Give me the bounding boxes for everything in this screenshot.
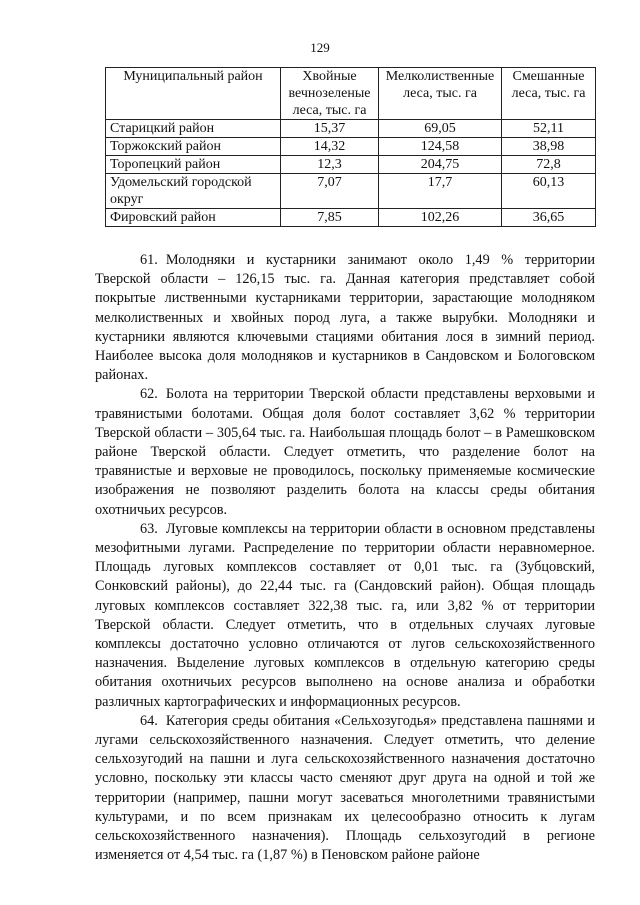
table-row — [106, 209, 596, 227]
cell-small-leaved: 124,58 — [379, 138, 502, 156]
cell-small-leaved: 204,75 — [379, 156, 502, 174]
cell-coniferous: 14,32 — [281, 138, 379, 156]
cell-coniferous: 15,37 — [281, 120, 379, 138]
cell-coniferous: 7,07 — [281, 174, 379, 209]
paragraph-text: Болота на территории Тверской области представлены верховыми и травянистыми болотами. Общая доля болот составляет 3,62 % территории Тверской области – 305,64 тыс. га. Наибольшая площадь болот – в Рамешковском районе Тверской области. Следует отметить, что разделение болот на травянистые и верховые не проводилось, поскольку применяемые космические изображения не позволяют разделить болота на классы среды обитания охотничьих ресурсов. — [95, 386, 595, 518]
paragraph-64 — [95, 712, 595, 866]
body-text — [95, 251, 595, 866]
cell-coniferous: 12,3 — [281, 156, 379, 174]
paragraph-number: 63. — [140, 520, 158, 537]
paragraph-62 — [95, 385, 595, 519]
table-header-row — [106, 68, 596, 120]
cell-mixed: 72,8 — [502, 156, 596, 174]
cell-district: Фировский район — [106, 209, 281, 227]
cell-district: Старицкий район — [106, 120, 281, 138]
table-row — [106, 138, 596, 156]
table-row — [106, 120, 596, 138]
paragraph-61 — [95, 251, 595, 385]
cell-district: Торопецкий район — [106, 156, 281, 174]
paragraph-text: Луговые комплексы на территории области в основном представлены мезофитными лугами. Распределение по территории области неравномерное. Площадь луговых комплексов составляет от 0,01 тыс. га (Зубцовский, Сонковский районы), до 22,44 тыс. га (Сандовский район). Общая площадь луговых комплексов составляет 322,38 тыс. га, или 3,82 % от территории Тверской области. Следует отметить, что в отдельных случаях луговые комплексы достаточно условно отличаются от лугов сельскохозяйственного назначения. Выделение луговых комплексов в отдельную категорию среды обитания охотничьих ресурсов выполнено на основе анализа и обработки различных картографических и информационных ресурсов. — [95, 520, 595, 710]
paragraph-63 — [95, 520, 595, 712]
table-row — [106, 174, 596, 209]
page-number: 129 — [310, 40, 330, 55]
cell-mixed: 60,13 — [502, 174, 596, 209]
forest-area-table — [105, 67, 596, 227]
cell-mixed: 52,11 — [502, 120, 596, 138]
paragraph-number: 62. — [140, 386, 158, 403]
cell-district: Удомельский городской округ — [106, 174, 281, 209]
cell-small-leaved: 102,26 — [379, 209, 502, 227]
paragraph-text: Молодняки и кустарники занимают около 1,49 % территории Тверской области – 126,15 тыс. га. Данная категория представляет собой покрытые лиственными кустарниками территории, зарастающие молодняком мелколиственных и хвойных пород луга, а также вырубки. Молодняки и кустарники являются ключевыми стациями обитания лося в зимний период. Наиболее высока доля молодняков и кустарников в Сандовском и Бологовском районах. — [95, 252, 595, 384]
paragraph-number: 64. — [140, 712, 158, 729]
cell-mixed: 38,98 — [502, 138, 596, 156]
header-mixed: Смешанные леса, тыс. га — [502, 68, 596, 120]
header-coniferous: Хвойные вечнозеленые леса, тыс. га — [281, 68, 379, 120]
cell-small-leaved: 69,05 — [379, 120, 502, 138]
cell-mixed: 36,65 — [502, 209, 596, 227]
header-small-leaved: Мелколиственные леса, тыс. га — [379, 68, 502, 120]
cell-coniferous: 7,85 — [281, 209, 379, 227]
paragraph-text: Категория среды обитания «Сельхозугодья» представлена пашнями и лугами сельскохозяйственного назначения. Следует отметить, что деление сельхозугодий на пашни и луга сельскохозяйственного назначения достаточно условно, поскольку эти классы часто сменяют друг друга на одной и той же территории (например, пашни могут засеваться многолетними травянистыми культурами, и по всем признакам их целесообразно относить к лугам сельскохозяйственного назначения). Площадь сельхозугодий в регионе изменяется от 4,54 тыс. га (1,87 %) в Пеновском районе районе — [95, 712, 595, 864]
table-row — [106, 156, 596, 174]
header-district: Муниципальный район — [106, 68, 281, 120]
paragraph-number: 61. — [140, 252, 158, 268]
cell-small-leaved: 17,7 — [379, 174, 502, 209]
cell-district: Торжокский район — [106, 138, 281, 156]
